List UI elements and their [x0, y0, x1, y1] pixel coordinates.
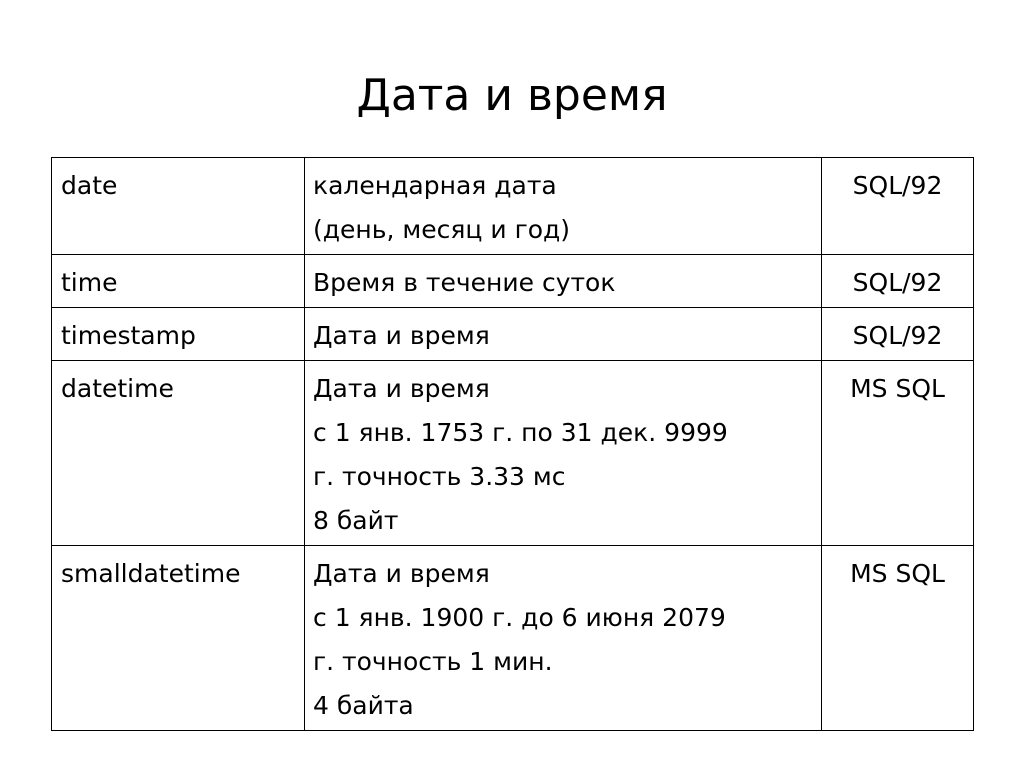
description-line: 4 байта: [313, 691, 414, 720]
description-line: (день, месяц и год): [313, 215, 571, 244]
description-line: 8 байт: [313, 506, 399, 535]
description-line: с 1 янв. 1753 г. по 31 дек. 9999: [313, 418, 728, 447]
description-cell: [305, 255, 822, 308]
description-line: г. точность 1 мин.: [313, 647, 553, 676]
standard-cell: SQL/92: [822, 158, 974, 255]
standard-cell: SQL/92: [822, 308, 974, 361]
table-row: [52, 255, 974, 308]
table-row: [52, 361, 974, 546]
table-row: [52, 546, 974, 731]
description-line: календарная дата: [313, 171, 557, 200]
standard-cell: MS SQL: [822, 361, 974, 546]
description-cell: [305, 361, 822, 546]
type-cell: date: [52, 158, 305, 255]
description-line: Время в течение суток: [313, 268, 616, 297]
description-cell: [305, 546, 822, 731]
type-cell: time: [52, 255, 305, 308]
standard-cell: MS SQL: [822, 546, 974, 731]
type-cell: smalldatetime: [52, 546, 305, 731]
description-cell: [305, 308, 822, 361]
description-line: Дата и время: [313, 559, 490, 588]
description-cell: [305, 158, 822, 255]
description-line: Дата и время: [313, 321, 490, 350]
slide-title: Дата и время: [356, 70, 668, 121]
type-cell: timestamp: [52, 308, 305, 361]
standard-cell: SQL/92: [822, 255, 974, 308]
description-line: Дата и время: [313, 374, 490, 403]
description-line: с 1 янв. 1900 г. до 6 июня 2079: [313, 603, 726, 632]
table-row: [52, 308, 974, 361]
data-types-table: [51, 157, 974, 731]
description-line: г. точность 3.33 мс: [313, 462, 566, 491]
type-cell: datetime: [52, 361, 305, 546]
table-row: [52, 158, 974, 255]
